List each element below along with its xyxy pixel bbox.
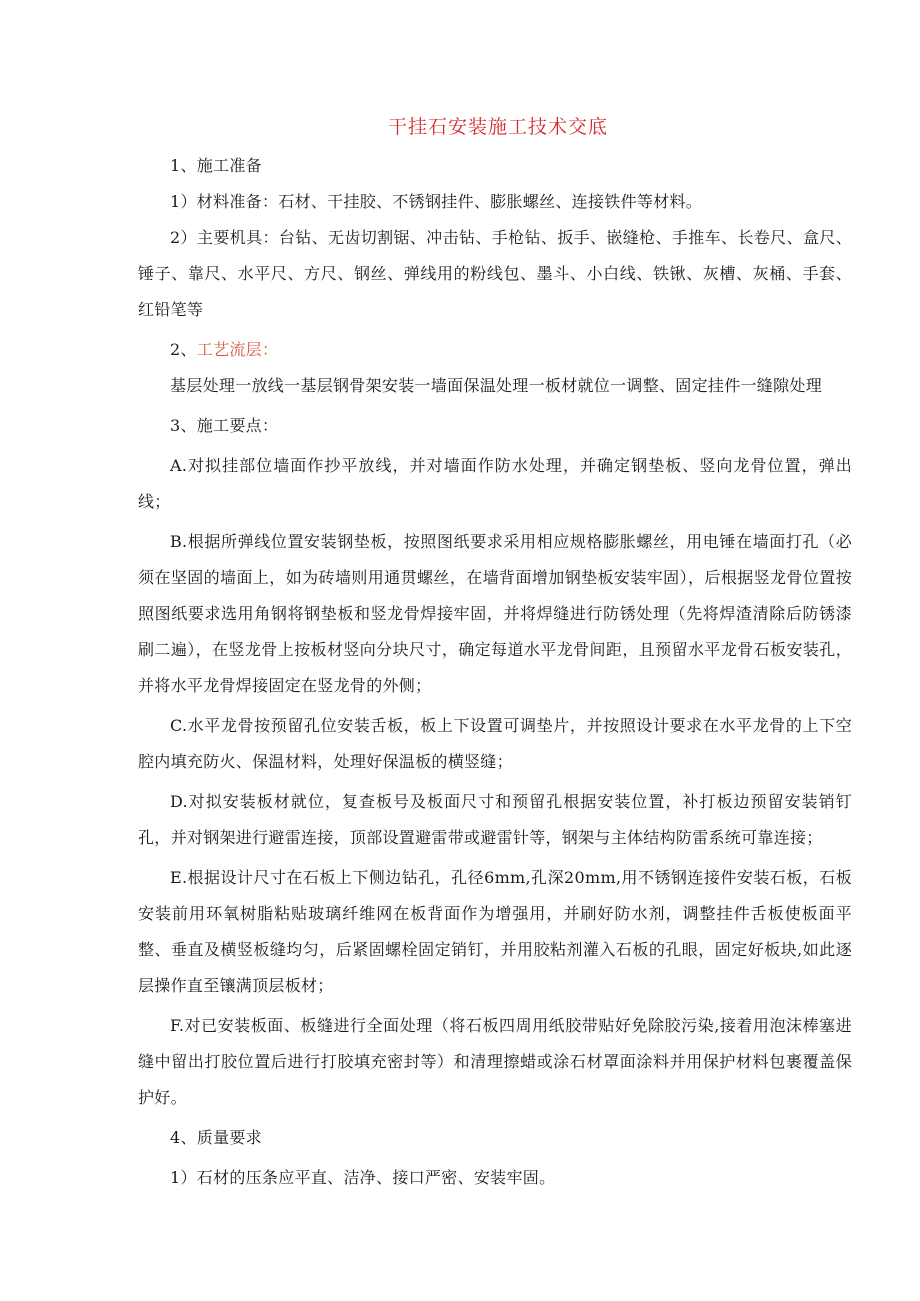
section-2-title: 工艺流层：: [196, 340, 279, 359]
section-3-heading: 3、施工要点：: [170, 416, 279, 435]
point-f: F.对已安装板面、板缝进行全面处理（将石板四周用纸胶带贴好免除胶污染,接着用泡沫棒塞进缝中留出打胶位置后进行打胶填充密封等）和清理擦蜡或涂石材罩面涂料并用保护材料包裹覆盖保护好。: [138, 1016, 852, 1107]
process-flow: 基层处理一放线一基层钢骨架安装一墙面保温处理一板材就位一调整、固定挂件一缝隙处理: [170, 376, 823, 395]
point-d: D.对拟安装板材就位，复查板号及板面尺寸和预留孔根据安装位置，补打板边预留安装销钉孔，并对钢架进行避雷连接，顶部设置避雷带或避雷针等，钢架与主体结构防雷系统可靠连接；: [138, 792, 852, 847]
point-b: B.根据所弹线位置安装钢垫板，按照图纸要求采用相应规格膨胀螺丝，用电锤在墙面打孔（必须在坚固的墙面上，如为砖墙则用通贯螺丝，在墙背面增加钢垫板安装牢固），后根据竖龙骨位置按照图纸要求选用角钢将钢垫板和竖龙骨焊接牢固，并将焊缝进行防锈处理（先将焊渣清除后防锈漆刷二遍），在竖龙骨上按板材竖向分块尺寸，确定每道水平龙骨间距，且预留水平龙骨石板安装孔，并将水平龙骨焊接固定在竖龙骨的外侧；: [138, 532, 852, 695]
material-preparation: 1）材料准备：石材、干挂胶、不锈钢挂件、膨胀螺丝、连接铁件等材料。: [170, 192, 703, 211]
document-page: [138, 112, 852, 1196]
section-2-heading: [138, 332, 852, 368]
section-2-number: 2、: [170, 340, 197, 359]
document-title: 干挂石安装施工技术交底: [387, 116, 608, 138]
main-tools: 2）主要机具：台钻、无齿切割锯、冲击钻、手枪钻、扳手、嵌缝枪、手推车、长卷尺、盒尺、锤子、靠尺、水平尺、方尺、钢丝、弹线用的粉线包、墨斗、小白线、铁锹、灰槽、灰桶、手套、红铅笔等: [138, 228, 852, 319]
section-1-heading: 1、施工准备: [170, 156, 262, 175]
point-c: C.水平龙骨按预留孔位安装舌板，板上下设置可调垫片，并按照设计要求在水平龙骨的上下空腔内填充防火、保温材料，处理好保温板的横竖缝；: [138, 716, 852, 771]
point-a: A.对拟挂部位墙面作抄平放线，并对墙面作防水处理，并确定钢垫板、竖向龙骨位置，弹出线；: [138, 456, 852, 511]
point-e: E.根据设计尺寸在石板上下侧边钻孔，孔径6mm,孔深20mm,用不锈钢连接件安装石板，石板安装前用环氧树脂粘贴玻璃纤维网在板背面作为增强用，并刷好防水剂，调整挂件舌板使板面平整、垂直及横竖板缝均匀，后紧固螺栓固定销钉，并用胶粘剂灌入石板的孔眼，固定好板块,如此逐层操作直至镶满顶层板材；: [138, 868, 852, 995]
section-4-heading: 4、质量要求: [170, 1128, 262, 1147]
quality-requirement-1: 1）石材的压条应平直、洁净、接口严密、安装牢固。: [170, 1168, 556, 1187]
